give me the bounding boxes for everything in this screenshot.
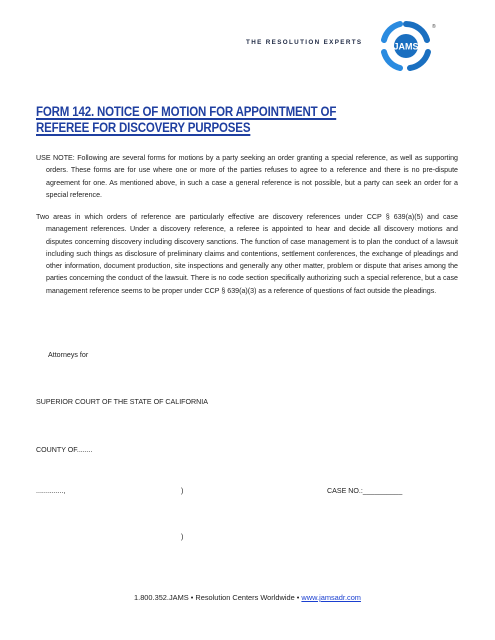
page-footer bbox=[0, 593, 495, 602]
footer-centers: Resolution Centers Worldwide bbox=[195, 593, 295, 602]
footer-separator: • bbox=[190, 593, 194, 602]
form-title-line-2: REFEREE FOR DISCOVERY PURPOSES bbox=[36, 120, 251, 135]
reference-areas-paragraph: Two areas in which orders of reference are particularly effective are discovery references under CCP § 639(a)(5) and case management references. Under a discovery reference, a referee is appointed to hear and decide all discovery motions and disputes concerning discovery including discovery sanctions. The function of case management is to plan the conduct of a lawsuit including such things as disclosure of preliminary claims and contentions, settlement conferences, the exchange of pleadings and other information, document production, site inspections and generally any other matter, problem or dispute that arises among the parties concerning the conduct of the lawsuit. There is no code section specifically authorizing such a special reference, but a case management reference seems to be proper under CCP § 639(a)(3) as a reference of questions of fact outside the pleadings. bbox=[36, 213, 458, 295]
tagline: THE RESOLUTION EXPERTS bbox=[246, 39, 363, 46]
registered-mark: ® bbox=[432, 24, 436, 30]
website-link[interactable]: www.jamsadr.com bbox=[301, 593, 361, 602]
footer-phone: 1.800.352.JAMS bbox=[134, 593, 189, 602]
form-title-line-1: FORM 142. NOTICE OF MOTION FOR APPOINTMENT OF bbox=[36, 104, 337, 119]
case-number-field: CASE NO.:__________ bbox=[327, 487, 403, 495]
caption-paren: ) bbox=[181, 487, 184, 495]
court-name: SUPERIOR COURT OF THE STATE OF CALIFORNIA bbox=[36, 398, 208, 406]
footer-separator: • bbox=[296, 593, 300, 602]
party-name-blank: .............., bbox=[36, 487, 66, 495]
form-title bbox=[36, 104, 346, 136]
logo-text: JAMS bbox=[393, 41, 419, 52]
attorneys-for-line: Attorneys for bbox=[48, 351, 89, 359]
use-note-paragraph: USE NOTE: Following are several forms for motions by a party seeking an order granting a special reference, as well as supporting orders. These forms are for use where one or more of the parties refuses to agree to a reference and there is no pre-dispute agreement for one. As mentioned above, in such a case a general reference is not possible, but a party can seek an order for a special reference. bbox=[36, 154, 458, 199]
caption-paren: ) bbox=[181, 533, 184, 541]
jams-logo bbox=[370, 18, 442, 74]
county-line: COUNTY OF........ bbox=[36, 446, 93, 454]
